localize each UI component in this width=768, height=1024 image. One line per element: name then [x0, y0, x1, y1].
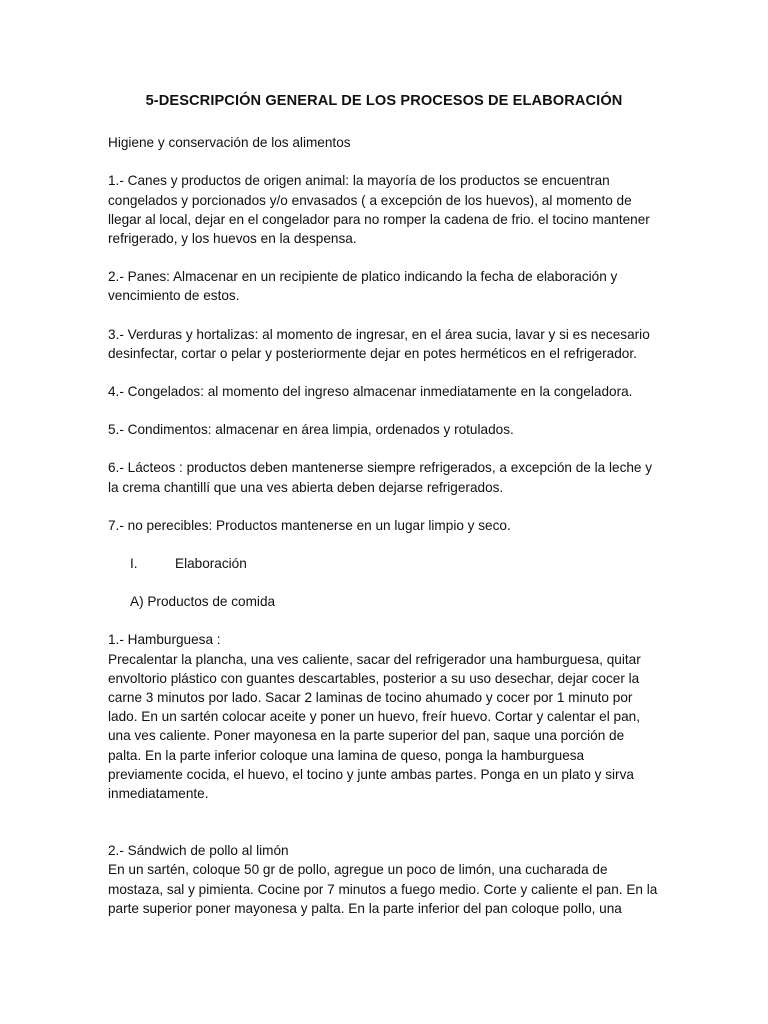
recipe-body: En un sartén, coloque 50 gr de pollo, agregue un poco de limón, una cucharada de mostaza, sal y pimienta. Cocine por 7 minutos a fuego medio. Corte y caliente el pan. En la parte superior poner mayonesa y palta. En la parte inferior del pan coloque pollo, una	[108, 862, 658, 916]
list-item: 6.- Lácteos : productos deben mantenerse siempre refrigerados, a excepción de la leche y la crema chantillí que una ves abierta deben dejarse refrigerados.	[108, 460, 653, 495]
list-item: 3.- Verduras y hortalizas: al momento de ingresar, en el área sucia, lavar y si es necesario desinfectar, cortar o pelar y posteriormente dejar en potes herméticos en el refrigerador.	[108, 326, 650, 361]
list-item: 5.- Condimentos: almacenar en área limpia, ordenados y rotulados.	[108, 422, 514, 438]
roman-heading	[130, 554, 660, 573]
list-item: 1.- Canes y productos de origen animal: la mayoría de los productos se encuentran congelados y porcionados y/o envasados ( a excepción de los huevos), al momento de llegar al local, dejar en el congelador para no romper la cadena de frio. el tocino mantener refrigerado, y los huevos en la despensa.	[108, 173, 650, 247]
recipe-body: Precalentar la plancha, una ves caliente, sacar del refrigerador una hamburguesa, quitar envoltorio plástico con guantes descartables, posterior a su uso desechar, dejar cocer la carne 3 minutos por lado. Sacar 2 laminas de tocino ahumado y cocer por 1 minuto por lado. En un sartén colocar aceite y poner un huevo, freír huevo. Cortar y calentar el pan, una ves caliente. Poner mayonesa en la parte superior del pan, saque una porción de palta. En la parte inferior coloque una lamina de queso, ponga la hamburguesa previamente cocida, el huevo, el tocino y junte ambas partes. Ponga en un plato y sirva inmediatamente.	[108, 651, 641, 802]
list-item: 7.- no perecibles: Productos mantenerse en un lugar limpio y seco.	[108, 517, 511, 533]
list-item: 2.- Panes: Almacenar en un recipiente de platico indicando la fecha de elaboración y vencimiento de estos.	[108, 269, 618, 304]
recipe-title: 2.- Sándwich de pollo al limón	[108, 843, 289, 859]
document-title: 5-DESCRIPCIÓN GENERAL DE LOS PROCESOS DE ELABORACIÓN	[145, 93, 623, 109]
recipe-title: 1.- Hamburguesa :	[108, 632, 221, 648]
list-item: 4.- Congelados: al momento del ingreso almacenar inmediatamente en la congeladora.	[108, 384, 633, 400]
subsection-heading: A) Productos de comida	[130, 594, 276, 610]
section-heading: Higiene y conservación de los alimentos	[108, 135, 351, 151]
roman-numeral: I.	[130, 556, 138, 572]
roman-label: Elaboración	[175, 556, 247, 572]
document-content	[108, 92, 660, 937]
